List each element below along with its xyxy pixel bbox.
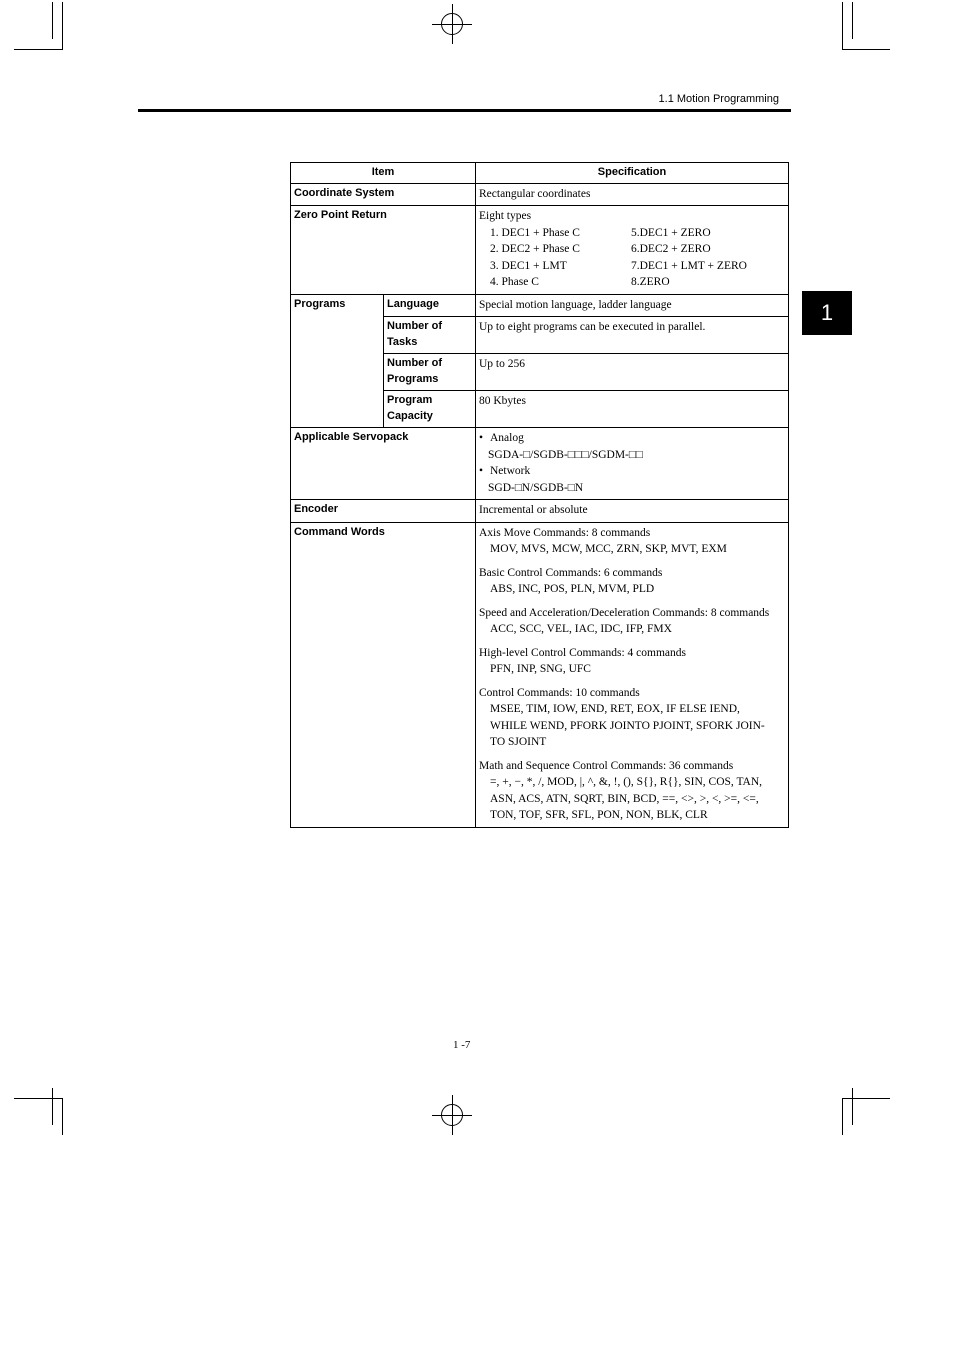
crop-mark (52, 1088, 53, 1125)
row-value-coordinate-system: Rectangular coordinates (476, 183, 789, 206)
row-label-programs: Programs (291, 294, 384, 428)
table-row (291, 500, 789, 523)
zero-point-type: 5.DEC1 + ZERO (631, 226, 711, 239)
sub-label-language: Language (384, 294, 476, 317)
row-value-encoder: Incremental or absolute (476, 500, 789, 523)
row-label-encoder: Encoder (291, 500, 476, 523)
crop-mark (62, 2, 63, 49)
specification-table (290, 162, 789, 828)
row-label-zero-point-return: Zero Point Return (291, 206, 476, 295)
crop-mark (842, 2, 843, 49)
bullet-text: Network (490, 465, 531, 477)
sub-value-number-of-tasks: Up to eight programs can be executed in parallel. (476, 317, 789, 354)
command-list: MSEE, TIM, IOW, END, RET, EOX, IF ELSE IEND, (490, 703, 740, 715)
command-list: ABS, INC, POS, PLN, MVM, PLD (490, 583, 655, 595)
command-list: ASN, ACS, ATN, SQRT, BIN, BCD, ==, <>, >, <, >=, <=, (490, 792, 759, 805)
sub-label-program-capacity (384, 391, 476, 428)
row-value-command-words (476, 522, 789, 827)
table-row (291, 428, 789, 500)
command-group (479, 525, 785, 558)
page-number: 1 -7 (453, 1039, 471, 1051)
command-list: ACC, SCC, VEL, IAC, IDC, IFP, FMX (490, 623, 672, 635)
command-list: WHILE WEND, PFORK JOINTO PJOINT, SFORK JOIN- (490, 719, 765, 732)
command-group-title: Basic Control Commands: 6 commands (479, 566, 663, 579)
header-rule (138, 109, 791, 112)
servopack-models: SGD-□N/SGDB-□N (488, 481, 584, 494)
table-row (291, 183, 789, 206)
command-group-title: Math and Sequence Control Commands: 36 commands (479, 759, 734, 772)
sub-label-line: Number of (387, 357, 442, 369)
crop-mark (62, 1098, 63, 1135)
crop-mark (852, 2, 853, 39)
running-head: 1.1 Motion Programming (658, 93, 779, 105)
command-group (479, 645, 785, 678)
row-label-command-words: Command Words (291, 522, 476, 827)
sub-label-line: Tasks (387, 335, 418, 348)
zero-point-type-row (479, 241, 785, 258)
zero-point-type: 4. Phase C (490, 276, 539, 288)
zero-point-type: 8.ZERO (631, 276, 670, 288)
sub-label-line: Capacity (387, 409, 433, 422)
zero-point-type-row (479, 274, 785, 291)
bullet-icon: • (479, 432, 484, 444)
sub-label-line: Programs (387, 372, 439, 385)
command-list: TO SJOINT (490, 736, 547, 748)
sub-value-program-capacity: 80 Kbytes (476, 391, 789, 428)
command-group-title: Speed and Acceleration/Deceleration Commands: 8 commands (479, 606, 770, 619)
command-list: TON, TOF, SFR, SFL, PON, NON, BLK, CLR (490, 809, 708, 821)
bullet-icon: • (479, 465, 484, 477)
command-group-title: Control Commands: 10 commands (479, 686, 640, 699)
zero-point-type: 7.DEC1 + LMT + ZERO (631, 259, 747, 272)
zero-point-intro: Eight types (479, 210, 532, 222)
sub-label-number-of-tasks (384, 317, 476, 354)
command-group (479, 565, 785, 598)
sub-label-line: Program (387, 394, 433, 406)
crop-mark (842, 1098, 890, 1099)
command-list: MOV, MVS, MCW, MCC, ZRN, SKP, MVT, EXM (490, 543, 727, 555)
command-group (479, 758, 785, 824)
crop-mark (52, 2, 53, 39)
column-header-item: Item (291, 163, 476, 184)
bullet-item (479, 430, 785, 447)
zero-point-type: 1. DEC1 + Phase C (490, 226, 580, 239)
table-row (291, 522, 789, 827)
command-group-title: Axis Move Commands: 8 commands (479, 526, 651, 539)
crop-mark (842, 1098, 843, 1135)
chapter-tab: 1 (802, 291, 852, 335)
sub-value-number-of-programs: Up to 256 (476, 354, 789, 391)
servopack-models: SGDA-□/SGDB-□□□/SGDM-□□ (488, 448, 643, 461)
bullet-item (479, 463, 785, 480)
sub-label-line: Number of (387, 320, 442, 332)
registration-mark-line (452, 4, 453, 44)
zero-point-type: 2. DEC2 + Phase C (490, 243, 580, 255)
sub-label-number-of-programs (384, 354, 476, 391)
bullet-text: Analog (490, 432, 524, 444)
command-group-title: High-level Control Commands: 4 commands (479, 646, 686, 659)
column-header-specification: Specification (476, 163, 789, 184)
crop-mark (14, 49, 63, 50)
table-row (291, 294, 789, 317)
command-list: =, +, −, *, /, MOD, |, ^, &, !, (), S{}, R{}, SIN, COS, TAN, (490, 776, 763, 788)
command-group (479, 605, 785, 638)
table-row (291, 206, 789, 295)
command-group (479, 685, 785, 751)
zero-point-type-row (479, 225, 785, 242)
crop-mark (852, 1088, 853, 1125)
row-value-applicable-servopack (476, 428, 789, 500)
row-label-applicable-servopack: Applicable Servopack (291, 428, 476, 500)
row-label-coordinate-system: Coordinate System (291, 183, 476, 206)
row-value-zero-point-return (476, 206, 789, 295)
sub-value-language: Special motion language, ladder language (476, 294, 789, 317)
zero-point-type: 6.DEC2 + ZERO (631, 243, 711, 255)
crop-mark (842, 49, 890, 50)
zero-point-type: 3. DEC1 + LMT (490, 259, 567, 272)
zero-point-type-row (479, 258, 785, 275)
crop-mark (14, 1098, 62, 1099)
table-header-row (291, 163, 789, 184)
command-list: PFN, INP, SNG, UFC (490, 663, 591, 675)
registration-mark-line (452, 1095, 453, 1135)
